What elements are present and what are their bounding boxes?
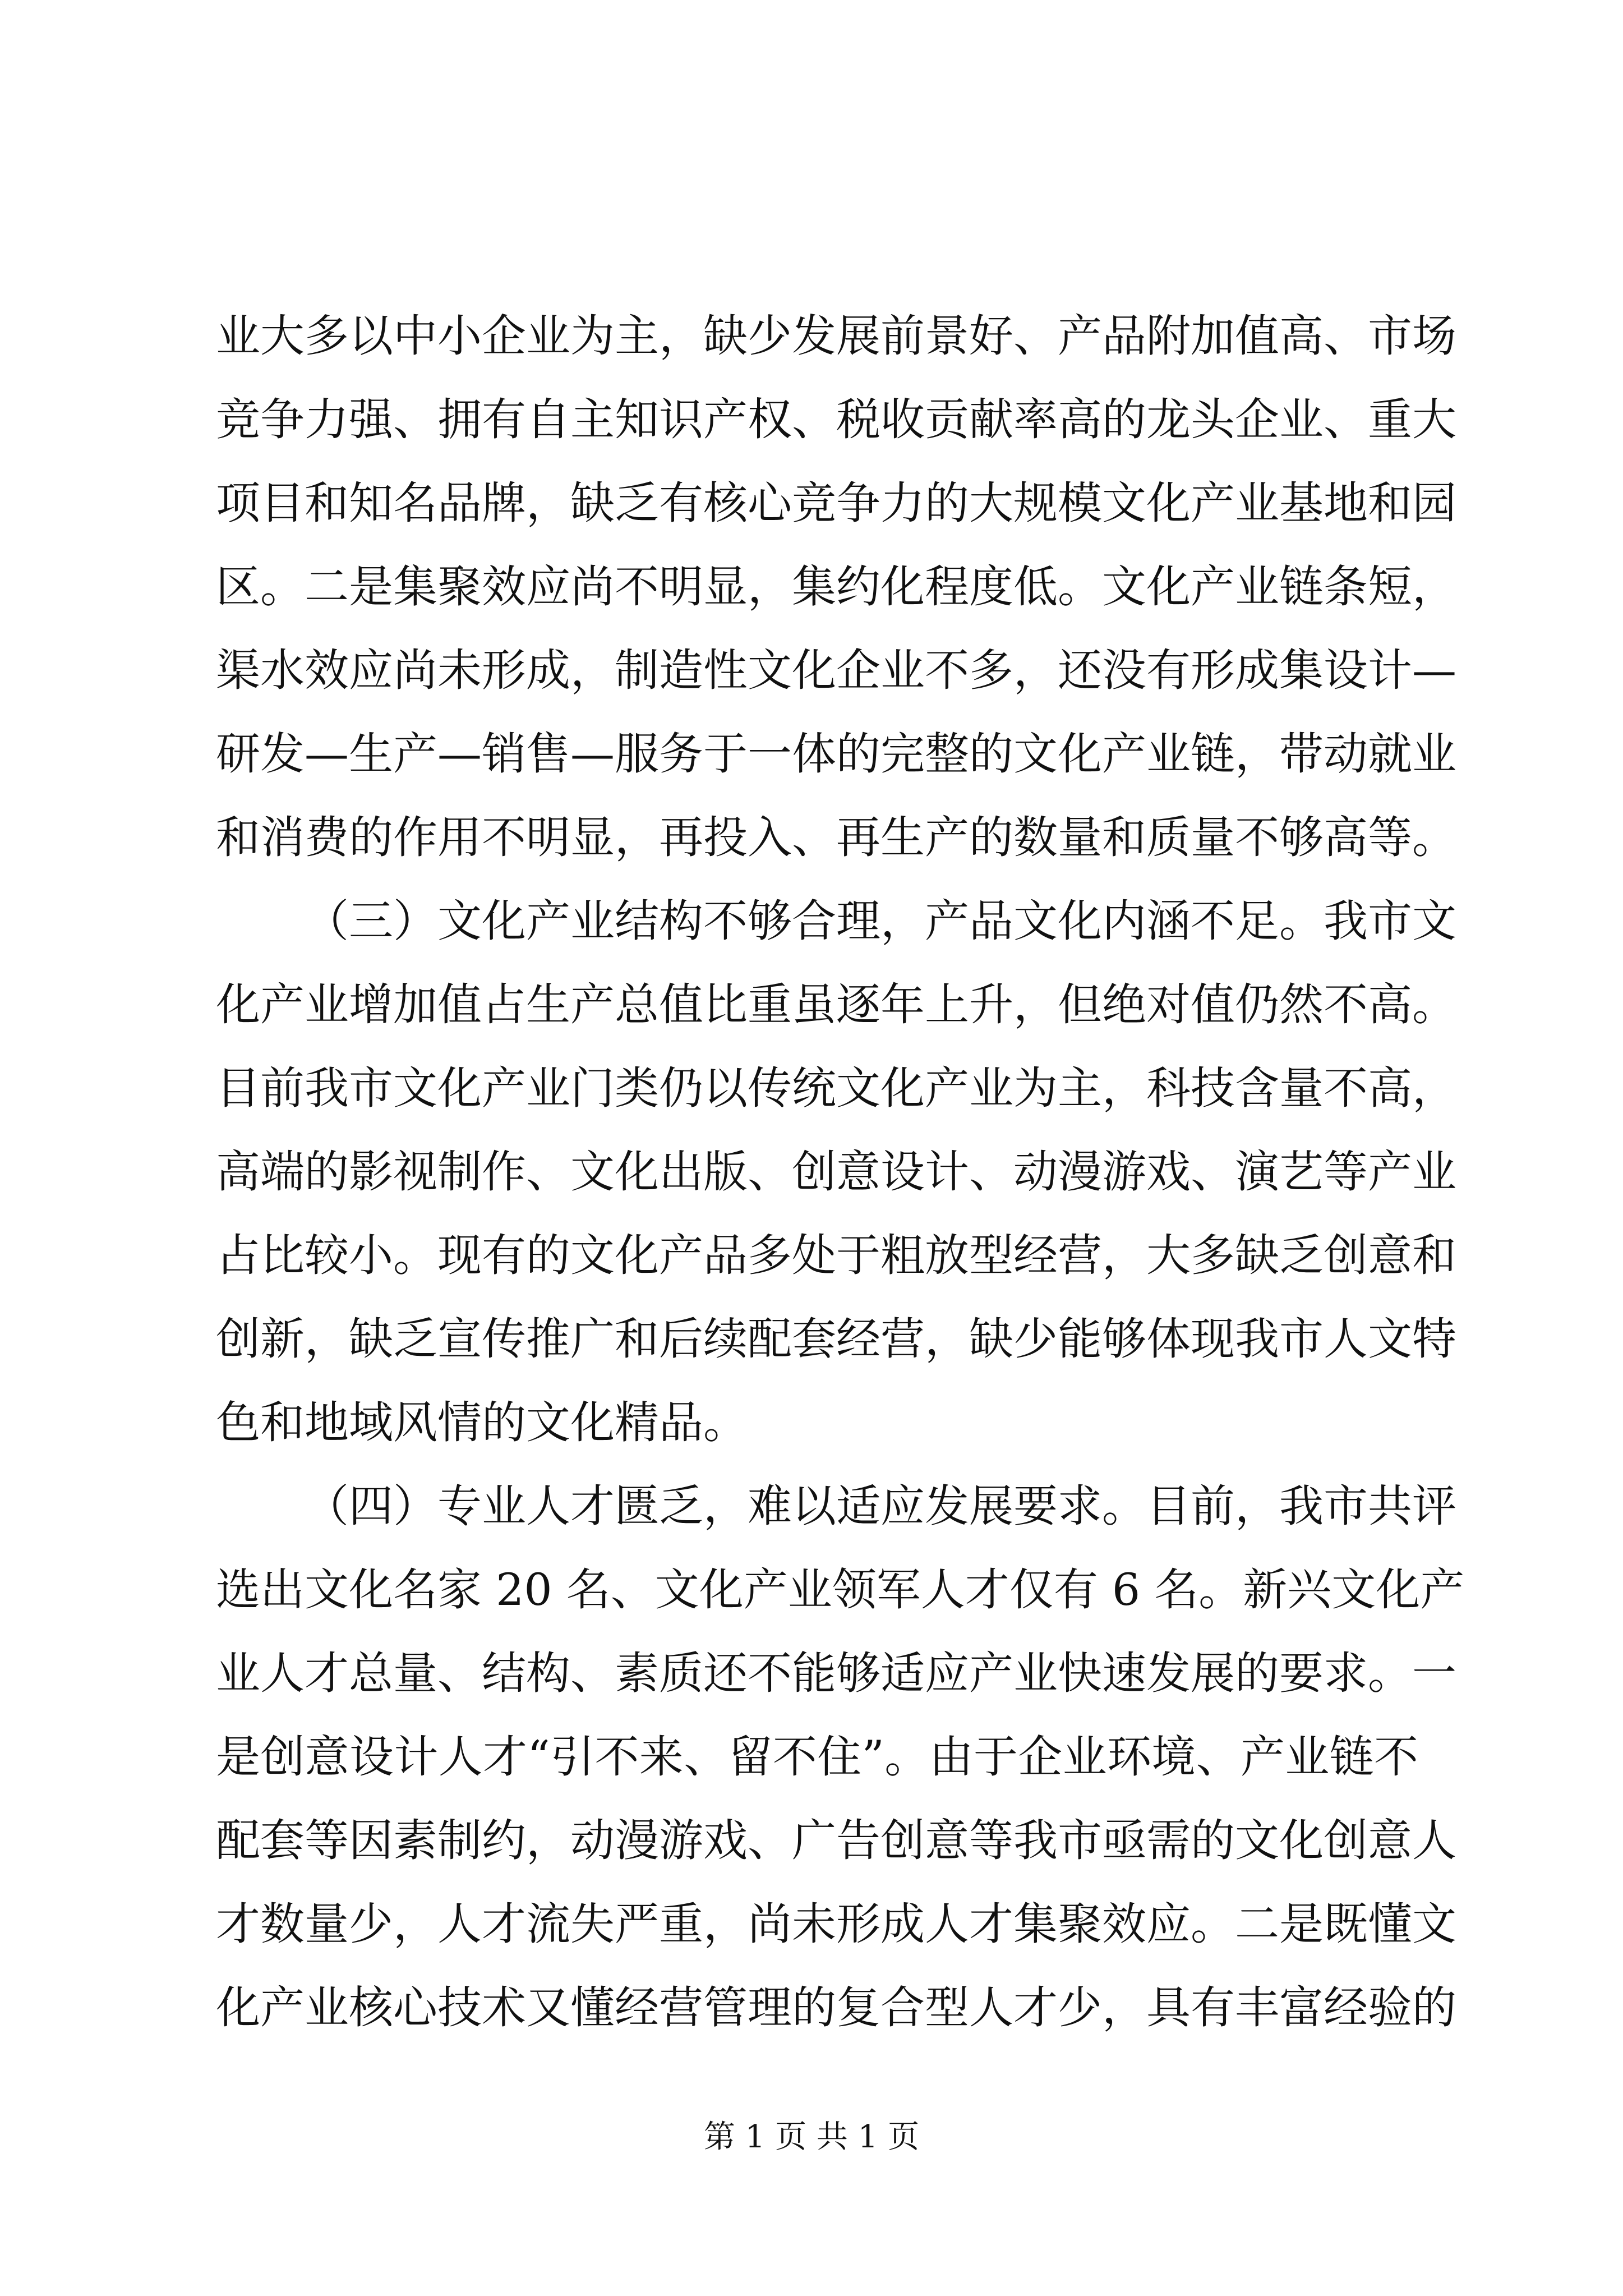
text-line: 研发—生产—销售—服务于一体的完整的文化产业链，带动就业 <box>216 728 1456 780</box>
text-line: 业人才总量、结构、素质还不能够适应产业快速发展的要求。一 <box>216 1648 1456 1699</box>
text-line: 是创意设计人才“引不来、留不住”。由于企业环境、产业链不 <box>216 1731 1418 1783</box>
text-line: 才数量少，人才流失严重，尚未形成人才集聚效应。二是既懂文 <box>216 1898 1456 1950</box>
text-line: 化产业增加值占生产总值比重虽逐年上升，但绝对值仍然不高。 <box>216 979 1456 1030</box>
text-line: 和消费的作用不明显，再投入、再生产的数量和质量不够高等。 <box>216 812 1456 863</box>
text-line: 化产业核心技术又懂经营管理的复合型人才少，具有丰富经验的 <box>216 1982 1456 2033</box>
text-line: 创新，缺乏宣传推广和后续配套经营，缺少能够体现我市人文特 <box>216 1313 1456 1365</box>
text-line: 区。二是集聚效应尚不明显，集约化程度低。文化产业链条短， <box>216 561 1456 613</box>
paragraph-start-line: （四）专业人才匮乏，难以适应发展要求。目前，我市共评 <box>305 1480 1456 1532</box>
text-line: 竞争力强、拥有自主知识产权、税收贡献率高的龙头企业、重大 <box>216 394 1456 445</box>
document-body <box>216 295 1465 2050</box>
text-line: 高端的影视制作、文化出版、创意设计、动漫游戏、演艺等产业 <box>216 1146 1456 1198</box>
text-line: 项目和知名品牌，缺乏有核心竞争力的大规模文化产业基地和园 <box>216 477 1456 529</box>
text-line: 选出文化名家 20 名、文化产业领军人才仅有 6 名。新兴文化产 <box>216 1564 1465 1616</box>
text-line: 目前我市文化产业门类仍以传统文化产业为主，科技含量不高， <box>216 1062 1456 1114</box>
paragraph-end-line: 色和地域风情的文化精品。 <box>216 1397 748 1448</box>
text-line: 占比较小。现有的文化产品多处于粗放型经营，大多缺乏创意和 <box>216 1230 1456 1281</box>
text-line: 配套等因素制约，动漫游戏、广告创意等我市亟需的文化创意人 <box>216 1815 1456 1866</box>
text-line: 渠水效应尚未形成，制造性文化企业不多，还没有形成集设计— <box>216 645 1456 696</box>
text-line: 业大多以中小企业为主，缺少发展前景好、产品附加值高、市场 <box>216 310 1456 362</box>
page-number-footer: 第 1 页 共 1 页 <box>703 2119 920 2155</box>
paragraph-start-line: （三）文化产业结构不够合理，产品文化内涵不足。我市文 <box>305 895 1456 947</box>
